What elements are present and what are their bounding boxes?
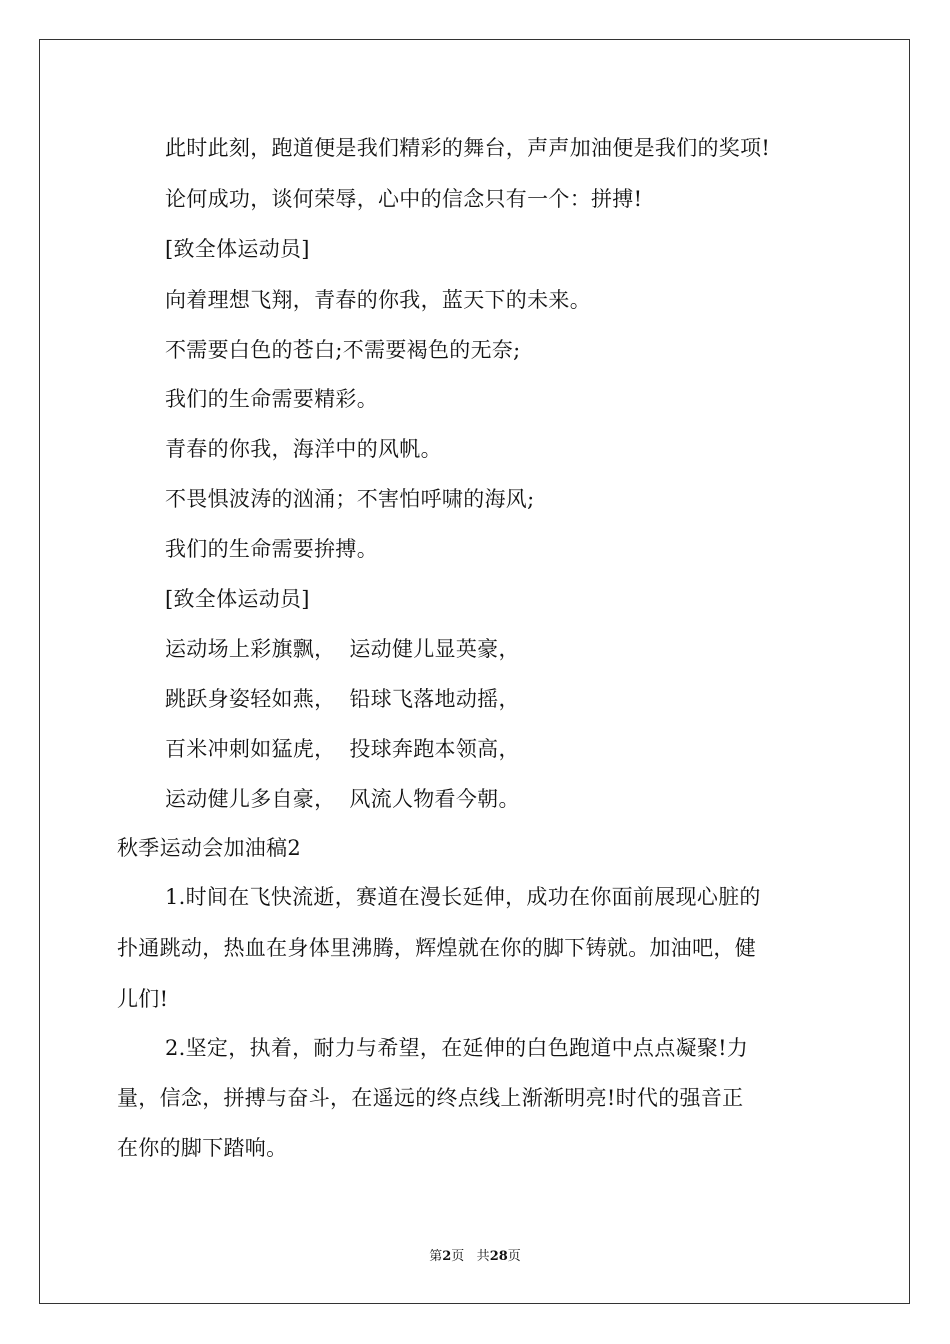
poem-line: 跳跃身姿轻如燕， 铅球飞落地动摇， (165, 687, 520, 711)
paragraph-line: 扑通跳动，热血在身体里沸腾，辉煌就在你的脚下铸就。加油吧，健 (117, 936, 756, 960)
poem-line: 运动场上彩旗飘， 运动健儿显英豪， (165, 637, 520, 661)
footer-total-suffix: 页 (507, 1249, 521, 1264)
poem-line: 论何成功，谈何荣辱，心中的信念只有一个：拼搏! (165, 187, 643, 211)
paragraph-line: 儿们! (117, 987, 169, 1011)
footer-prefix: 第 (429, 1249, 443, 1264)
poem-line: 向着理想飞翔，青春的你我，蓝天下的未来。 (165, 288, 591, 312)
poem-heading: [致全体运动员] (165, 237, 310, 261)
paragraph-line: 1.时间在飞快流逝，赛道在漫长延伸，成功在你面前展现心脏的 (165, 885, 761, 909)
page-footer (0, 1248, 950, 1266)
poem-line: 我们的生命需要拚搏。 (165, 537, 378, 561)
poem-line: 百米冲刺如猛虎， 投球奔跑本领高， (165, 737, 520, 761)
poem-line: 此时此刻，跑道便是我们精彩的舞台，声声加油便是我们的奖项! (165, 136, 771, 160)
footer-total-prefix: 共 (476, 1249, 490, 1264)
section-title: 秋季运动会加油稿2 (117, 836, 302, 860)
paragraph-line: 在你的脚下踏响。 (117, 1136, 288, 1160)
page-border (39, 39, 910, 1304)
paragraph-line: 量，信念，拼搏与奋斗，在遥远的终点线上渐渐明亮!时代的强音正 (117, 1086, 744, 1110)
poem-line: 青春的你我，海洋中的风帆。 (165, 437, 442, 461)
poem-line: 不畏惧波涛的汹涌；不害怕呼啸的海风; (165, 487, 535, 511)
paragraph-line: 2.坚定，执着，耐力与希望，在延伸的白色跑道中点点凝聚!力 (165, 1036, 749, 1060)
footer-page-number: 2 (442, 1249, 452, 1264)
poem-heading: [致全体运动员] (165, 587, 310, 611)
poem-line: 运动健儿多自豪， 风流人物看今朝。 (165, 787, 520, 811)
poem-line: 我们的生命需要精彩。 (165, 387, 378, 411)
footer-total-pages: 28 (489, 1249, 508, 1264)
footer-page-suffix: 页 (451, 1249, 465, 1264)
poem-line: 不需要白色的苍白;不需要褐色的无奈; (165, 338, 521, 362)
